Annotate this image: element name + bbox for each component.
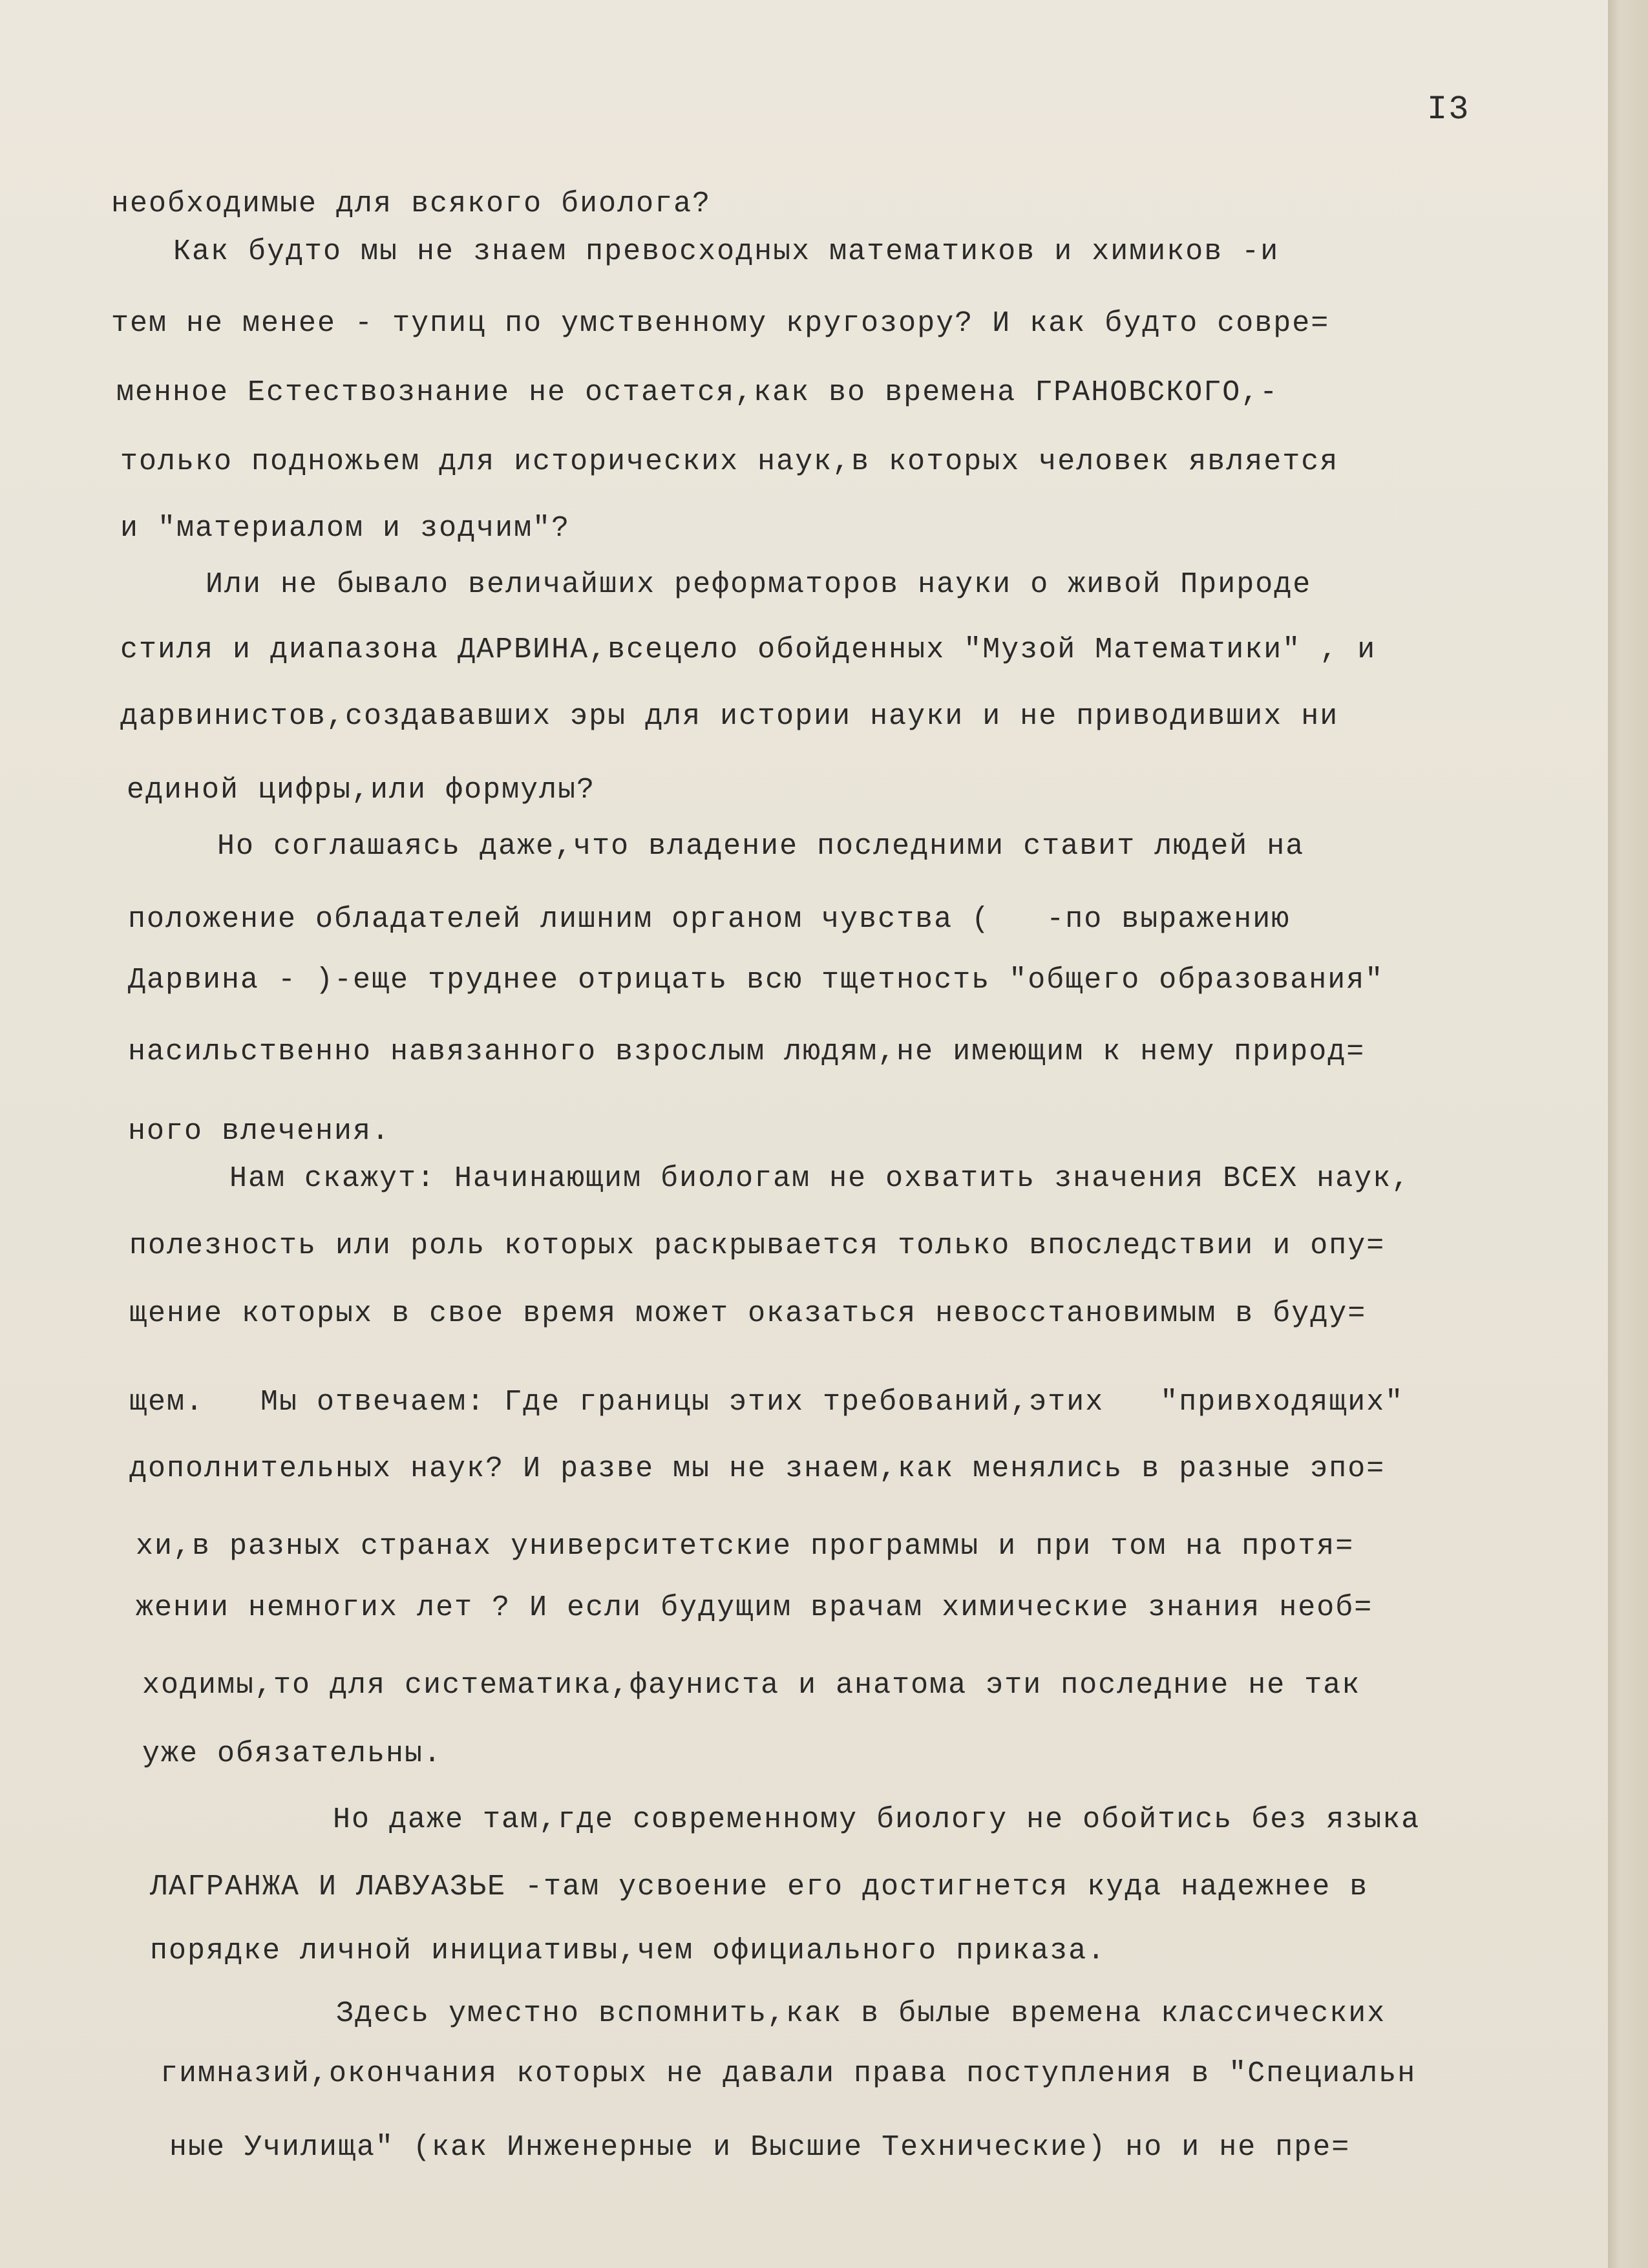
- text-line: единой цифры,или формулы?: [127, 774, 596, 807]
- text-line: жении немногих лет ? И если будущим врачам химические знания необ=: [136, 1591, 1373, 1624]
- text-line: полезность или роль которых раскрывается только впоследствии и опу=: [129, 1229, 1386, 1262]
- page-number: I3: [1427, 90, 1470, 129]
- paper-edge: [1608, 0, 1648, 2268]
- text-line: щем. Мы отвечаем: Где границы этих требований,этих "привходящих": [129, 1386, 1404, 1419]
- text-line: хи,в разных странах университетские программы и при том на протя=: [136, 1530, 1355, 1563]
- text-line: щение которых в свое время может оказаться невосстановимым в буду=: [129, 1297, 1367, 1330]
- text-line: дополнительных наук? И разве мы не знаем,как менялись в разные эпо=: [129, 1452, 1386, 1485]
- text-line: Нам скажут: Начинающим биологам не охватить значения ВСЕХ наук,: [229, 1162, 1411, 1195]
- text-line: порядке личной инициативы,чем официального приказа.: [150, 1934, 1106, 1967]
- text-line: дарвинистов,создававших эры для истории науки и не приводивших ни: [120, 700, 1339, 733]
- text-line: ного влечения.: [128, 1115, 391, 1148]
- text-line: ные Училища" (как Инженерные и Высшие Технические) но и не пре=: [169, 2131, 1351, 2164]
- text-line: гимназий,окончания которых не давали права поступления в "Специальн: [160, 2057, 1417, 2090]
- text-line: Как будто мы не знаем превосходных математиков и химиков -и: [173, 235, 1280, 268]
- text-line: ходимы,то для систематика,фауниста и анатома эти последние не так: [142, 1669, 1361, 1702]
- text-line: Здесь уместно вспомнить,как в былые времена классических: [336, 1997, 1386, 2030]
- text-line: положение обладателей лишним органом чувства ( -по выражению: [128, 903, 1291, 936]
- text-line: стиля и диапазона ДАРВИНА,всецело обойденных "Музой Математики" , и: [120, 633, 1377, 666]
- text-line: Но соглашаясь даже,что владение последними ставит людей на: [217, 830, 1305, 863]
- text-line: Или не бывало величайших реформаторов науки о живой Природе: [206, 568, 1312, 601]
- text-line: насильственно навязанного взрослым людям,не имеющим к нему природ=: [128, 1035, 1366, 1068]
- text-line: менное Естествознание не остается,как во времена ГРАНОВСКОГО,-: [116, 376, 1279, 409]
- text-line: Дарвина - )-еще труднее отрицать всю тщетность "общего образования": [128, 964, 1384, 997]
- text-line: и "материалом и зодчим"?: [120, 512, 571, 545]
- text-line: уже обязательны.: [142, 1737, 443, 1770]
- text-line: необходимые для всякого биолога?: [111, 187, 712, 220]
- text-line: только подножьем для исторических наук,в которых человек является: [120, 445, 1339, 478]
- text-line: Но даже там,где современному биологу не обойтись без языка: [333, 1803, 1421, 1836]
- text-line: ЛАГРАНЖА И ЛАВУАЗЬЕ -там усвоение его достигнется куда надежнее в: [150, 1871, 1369, 1903]
- text-line: тем не менее - тупиц по умственному кругозору? И как будто совре=: [111, 307, 1330, 340]
